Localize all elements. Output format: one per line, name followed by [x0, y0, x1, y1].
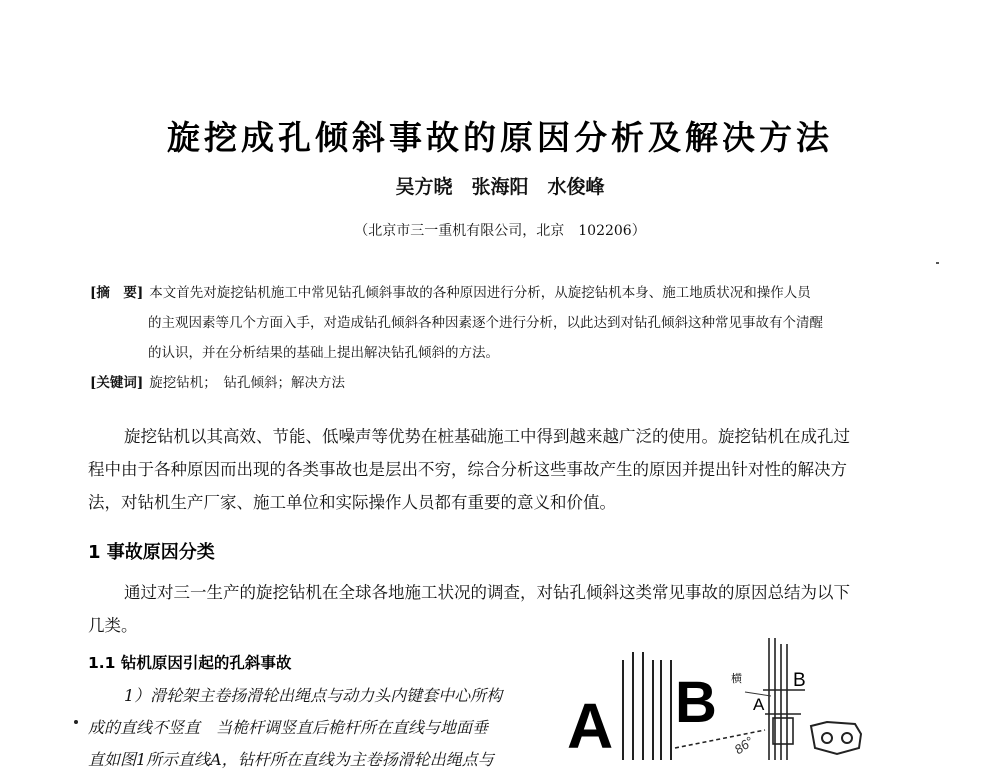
authors: 吴方晓 张海阳 水俊峰 — [395, 176, 605, 198]
paper-title: 旋挖成孔倾斜事故的原因分析及解决方法 — [167, 118, 833, 157]
intro-line-3: 法，对钻机生产厂家、施工单位和实际操作人员都有重要的意义和价值。 — [88, 493, 616, 512]
item1-line-2: 成的直线不竖直 当桅杆调竖直后桅杆所在直线与地面垂 — [88, 718, 489, 737]
figure-small-label-a: A — [753, 695, 765, 714]
abstract-line-3: 的认识，并在分析结果的基础上提出解决钻孔倾斜的方法。 — [148, 345, 499, 361]
figure-angle-label: 86° — [731, 733, 757, 758]
intro-line-1: 旋挖钻机以其高效、节能、低噪声等优势在桩基础施工中得到越来越广泛的使用。旋挖钻机在成孔过 — [124, 427, 850, 446]
figure-tag-label: 横 — [731, 672, 742, 685]
scan-speck — [936, 262, 939, 264]
affiliation: （北京市三一重机有限公司，北京 102206） — [354, 223, 646, 239]
abstract-block — [90, 278, 905, 398]
item1-line-3: 直如图1所示直线A，钻杆所在直线为主卷扬滑轮出绳点与 — [88, 750, 494, 769]
section-heading-1: 1 事故原因分类 — [88, 542, 215, 563]
section1-line-2: 几类。 — [88, 616, 138, 635]
intro-paragraph — [88, 420, 903, 519]
keywords-label: [关键词] — [90, 375, 144, 391]
abstract-line-1: 本文首先对旋挖钻机施工中常见钻孔倾斜事故的各种原因进行分析，从旋挖钻机本身、施工地质状况和操作人员 — [149, 285, 811, 301]
figure-big-label-a: A — [567, 690, 614, 760]
keywords-text: 旋挖钻机； 钻孔倾斜；解决方法 — [149, 375, 346, 391]
section1-line-1: 通过对三一生产的旋挖钻机在全球各地施工状况的调查，对钻孔倾斜这类常见事故的原因总结为以下 — [124, 583, 850, 602]
item1-line-1: 1）滑轮架主卷扬滑轮出绳点与动力头内键套中心所构 — [124, 686, 503, 705]
figure-big-label-b: B — [675, 670, 717, 735]
figure-machine-body — [811, 722, 861, 754]
drill-rod-lines — [623, 652, 671, 760]
margin-dot — [74, 720, 78, 724]
intro-line-2: 程中由于各种原因而出现的各类事故也是层出不穷，综合分析这些事故产生的原因并提出针对性的解决方 — [88, 460, 847, 479]
figure-1-drill-diagram — [565, 630, 895, 760]
figure-small-label-b: B — [793, 670, 806, 691]
abstract-line-2: 的主观因素等几个方面入手，对造成钻孔倾斜各种因素逐个进行分析，以此达到对钻孔倾斜这种常见事故有个清醒 — [148, 315, 823, 331]
abstract-label: [摘 要] — [90, 285, 144, 301]
item-1-paragraph — [88, 680, 563, 776]
section-heading-1-1: 1.1 钻机原因引起的孔斜事故 — [88, 654, 292, 672]
